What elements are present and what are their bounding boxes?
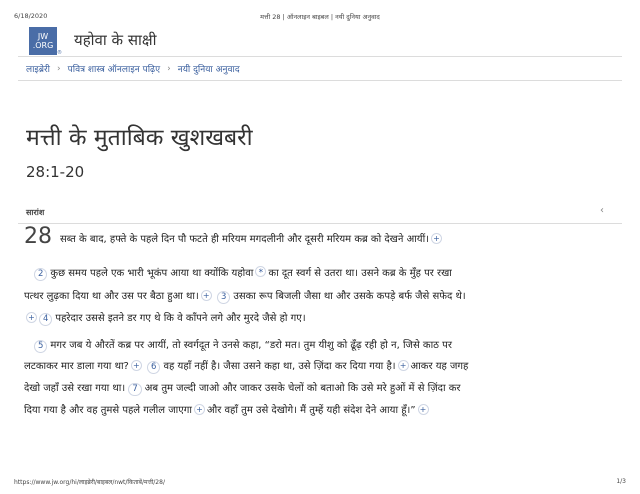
verse-number-6[interactable]: 6 bbox=[147, 361, 160, 374]
cross-reference-icon[interactable]: + bbox=[131, 360, 142, 371]
cross-reference-icon[interactable]: + bbox=[26, 312, 37, 323]
verse-4-line bbox=[24, 309, 306, 329]
verse-number-5[interactable]: 5 bbox=[34, 340, 47, 353]
verse-7-text-end: और वहाँ तुम उसे देखोगे। मैं तुम्हें यही संदेश देने आया हूँ।” bbox=[207, 405, 416, 416]
verse-number-7[interactable]: 7 bbox=[128, 383, 141, 396]
cross-reference-icon[interactable]: + bbox=[418, 404, 429, 415]
cross-reference-icon[interactable]: + bbox=[201, 290, 212, 301]
verse-6-line bbox=[24, 357, 468, 377]
verse-4-text: पहरेदार उससे इतने डर गए थे कि वे काँपने लगे और मुरदे जैसे हो गए। bbox=[55, 313, 306, 324]
verse-number-2[interactable]: 2 bbox=[34, 268, 47, 281]
breadcrumb-library[interactable]: लाइब्रेरी bbox=[26, 65, 51, 75]
verse-7-text: अब तुम जल्दी जाओ और जाकर उसके चेलों को बताओ कि उसे मरे हुओं में से ज़िंदा कर bbox=[144, 383, 461, 394]
chapter-number: 28 bbox=[24, 224, 52, 249]
verse-1-text: सब्त के बाद, हफ्ते के पहले दिन पौ फटते ही मरियम मगदलीनी और दूसरी मरियम कब्र को देखने आयीं। bbox=[60, 234, 429, 245]
scripture-text bbox=[24, 224, 622, 430]
print-date: 6/18/2020 bbox=[14, 12, 48, 20]
verse-number-3[interactable]: 3 bbox=[217, 291, 230, 304]
summary-divider bbox=[18, 223, 622, 224]
print-header bbox=[0, 12, 640, 22]
cross-reference-icon[interactable]: + bbox=[398, 360, 409, 371]
verse-6-text: वह यहाँ नहीं है। जैसा उसने कहा था, उसे ज़िंदा कर दिया गया है। bbox=[163, 361, 396, 372]
cross-reference-icon[interactable]: + bbox=[431, 233, 442, 244]
print-url: https://www.jw.org/hi/लाइब्रेरी/बाइबल/nwt/किताबें/मत्ती/28/ bbox=[14, 479, 165, 486]
logo-text-jw: JW bbox=[37, 32, 49, 41]
verse-2-text-cont: का दूत स्वर्ग से उतरा था। उसने कब्र के मुँह पर रखा bbox=[268, 268, 452, 279]
verse-2-text: कुछ समय पहले एक भारी भूकंप आया था क्योंकि यहोवा bbox=[50, 268, 254, 279]
print-page-number: 1/3 bbox=[616, 478, 626, 485]
verse-6-text-cont: आकर यह जगह bbox=[410, 361, 469, 372]
registered-mark: ® bbox=[57, 50, 62, 56]
verse-3-line bbox=[24, 287, 466, 307]
summary-toggle[interactable]: सारांश bbox=[26, 208, 45, 217]
breadcrumb-nwt[interactable]: नयी दुनिया अनुवाद bbox=[177, 65, 240, 75]
jw-org-logo[interactable] bbox=[29, 27, 62, 56]
verse-1-line bbox=[60, 230, 444, 250]
verse-5-text: मगर जब ये औरतें कब्र पर आयीं, तो स्वर्गदूत ने उनसे कहा, “डरो मत। तुम यीशु को ढूँढ़ रही हो न, जिसे काठ पर bbox=[50, 340, 452, 351]
chapter-reference: 28:1-20 bbox=[26, 163, 85, 181]
logo-text-org: .ORG bbox=[32, 41, 54, 50]
verse-2-text-end: पत्थर लुढ़का दिया था और उस पर बैठा हुआ था। bbox=[24, 291, 199, 302]
header-divider bbox=[18, 56, 622, 57]
breadcrumb-separator-icon: › bbox=[167, 63, 171, 74]
book-title: मत्ती के मुताबिक खुशखबरी bbox=[26, 125, 253, 151]
verse-6-text-end: देखो जहाँ उसे रखा गया था। bbox=[24, 383, 126, 394]
chevron-left-icon[interactable]: ‹ bbox=[600, 205, 604, 216]
verse-5-line bbox=[34, 336, 452, 356]
print-page-title: मत्ती 28 | ऑनलाइन बाइबल | नयी दुनिया अनुवाद bbox=[260, 13, 380, 21]
verse-5-text-end: लटकाकर मार डाला गया था? bbox=[24, 361, 129, 372]
verse-2-line bbox=[34, 264, 452, 284]
breadcrumb-separator-icon: › bbox=[57, 63, 61, 74]
breadcrumb-bible-online[interactable]: पवित्र शास्त्र ऑनलाइन पढ़िए bbox=[67, 65, 161, 75]
verse-8-line bbox=[24, 401, 431, 421]
footnote-icon[interactable]: * bbox=[255, 266, 266, 277]
verse-number-4[interactable]: 4 bbox=[39, 313, 52, 326]
breadcrumb bbox=[26, 62, 240, 75]
site-title[interactable]: यहोवा के साक्षी bbox=[74, 31, 157, 49]
verse-7-text-cont: दिया गया है और वह तुमसे पहले गलील जाएगा bbox=[24, 405, 192, 416]
verse-7-line bbox=[24, 379, 461, 399]
verse-3-text: उसका रूप बिजली जैसा था और उसके कपड़े बर्फ जैसे सफेद थे। bbox=[233, 291, 466, 302]
cross-reference-icon[interactable]: + bbox=[194, 404, 205, 415]
breadcrumb-divider bbox=[18, 80, 622, 81]
